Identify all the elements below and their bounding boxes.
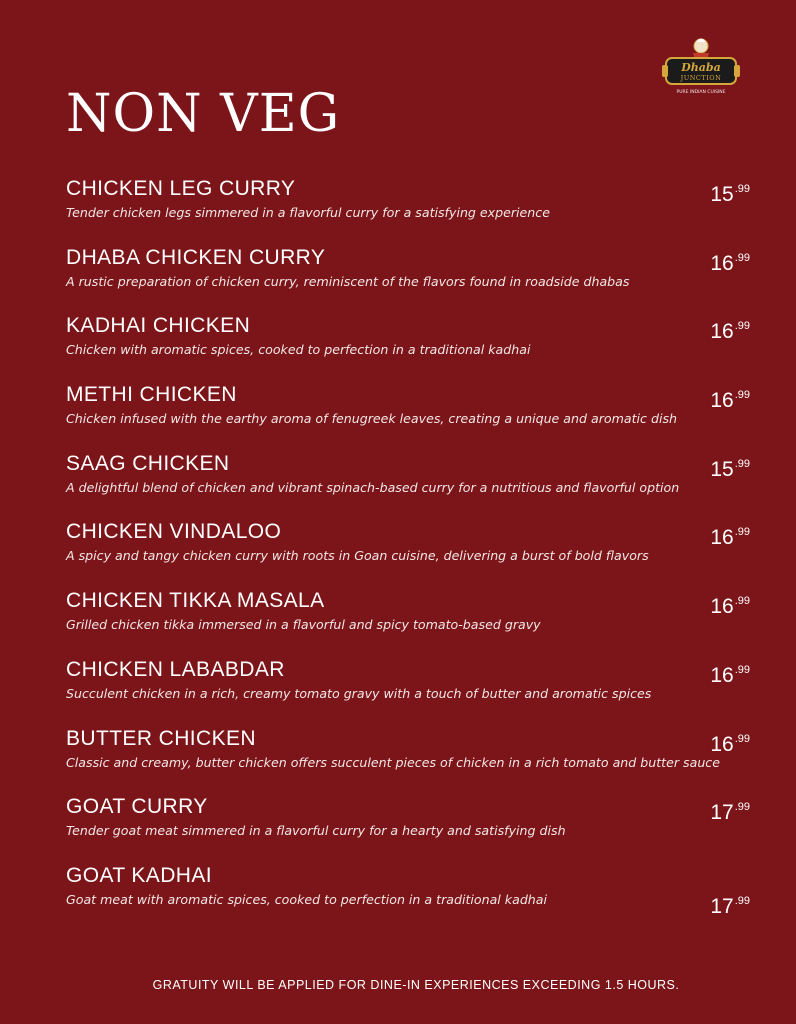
dish-description: Tender chicken legs simmered in a flavorful curry for a satisfying experience xyxy=(66,205,550,220)
dish-name: METHI CHICKEN xyxy=(66,383,237,407)
price-whole: 15 xyxy=(710,183,734,206)
price-cents: .99 xyxy=(734,183,750,195)
menu-item xyxy=(66,451,756,520)
price-whole: 17 xyxy=(710,801,734,825)
menu-item xyxy=(66,657,756,726)
dhaba-junction-logo xyxy=(660,36,742,98)
menu-item xyxy=(66,863,756,932)
price-whole: 16 xyxy=(710,663,734,687)
dish-description: A rustic preparation of chicken curry, reminiscent of the flavors found in roadside dhabas xyxy=(66,273,630,289)
dish-description: Grilled chicken tikka immersed in a flavorful and spicy tomato-based gravy xyxy=(66,617,541,633)
price-cents: .99 xyxy=(734,251,750,264)
dish-name: CHICKEN TIKKA MASALA xyxy=(66,589,325,613)
price-cents: .99 xyxy=(734,526,750,539)
dish-price xyxy=(710,795,750,825)
dish-description: Tender goat meat simmered in a flavorful curry for a hearty and satisfying dish xyxy=(66,823,566,839)
price-cents: .99 xyxy=(734,663,750,676)
menu-item xyxy=(66,382,756,451)
dish-name: BUTTER CHICKEN xyxy=(66,726,256,750)
menu-item xyxy=(66,519,756,588)
dish-description: Chicken with aromatic spices, cooked to perfection in a traditional kadhai xyxy=(66,342,531,358)
logo-text-junction: JUNCTION xyxy=(680,74,722,82)
menu-item xyxy=(66,176,756,245)
price-whole: 16 xyxy=(710,389,734,413)
dish-description: Classic and creamy, butter chicken offers succulent pieces of chicken in a rich tomato and butter sauce xyxy=(66,754,720,770)
dish-name: GOAT CURRY xyxy=(66,795,208,819)
dish-name: KADHAI CHICKEN xyxy=(66,314,251,338)
dish-name: SAAG CHICKEN xyxy=(66,451,230,475)
menu-item xyxy=(66,794,756,863)
dish-price xyxy=(710,520,750,550)
menu-item xyxy=(66,245,756,314)
dish-description: Succulent chicken in a rich, creamy tomato gravy with a touch of butter and aromatic spices xyxy=(66,685,652,701)
page-title: NON VEG xyxy=(66,84,341,144)
price-cents: .99 xyxy=(734,457,750,470)
price-whole: 16 xyxy=(710,732,734,756)
dish-price xyxy=(710,452,750,482)
dish-price xyxy=(710,589,750,619)
dish-name: CHICKEN LEG CURRY xyxy=(66,177,296,200)
price-whole: 15 xyxy=(710,457,734,481)
price-cents: .99 xyxy=(734,595,750,608)
price-whole: 16 xyxy=(710,595,734,619)
logo-text-dhaba: Dhaba xyxy=(681,61,721,74)
menu-item xyxy=(66,588,756,657)
price-cents: .99 xyxy=(734,894,750,907)
menu-item xyxy=(66,726,756,795)
dish-name: DHABA CHICKEN CURRY xyxy=(66,245,326,269)
price-cents: .99 xyxy=(734,801,750,814)
price-cents: .99 xyxy=(734,320,750,333)
price-cents: .99 xyxy=(734,389,750,402)
dish-name: CHICKEN VINDALOO xyxy=(66,520,282,544)
dish-description: A delightful blend of chicken and vibrant spinach-based curry for a nutritious and flavorful option xyxy=(66,479,680,495)
dish-name: CHICKEN LABABDAR xyxy=(66,657,285,681)
logo-tagline: PURE INDIAN CUISINE xyxy=(676,90,726,95)
dish-price xyxy=(710,658,750,688)
dish-price xyxy=(710,889,750,919)
price-whole: 17 xyxy=(710,894,734,918)
price-whole: 16 xyxy=(710,526,734,550)
gratuity-note: GRATUITY WILL BE APPLIED FOR DINE-IN EXPERIENCES EXCEEDING 1.5 HOURS. xyxy=(152,978,680,992)
dish-price xyxy=(710,177,750,207)
dish-name: GOAT KADHAI xyxy=(66,863,212,887)
dish-price xyxy=(710,383,750,413)
price-whole: 16 xyxy=(710,251,734,275)
dish-description: A spicy and tangy chicken curry with roots in Goan cuisine, delivering a burst of bold flavors xyxy=(66,548,649,564)
dish-description: Goat meat with aromatic spices, cooked to perfection in a traditional kadhai xyxy=(66,891,548,907)
price-cents: .99 xyxy=(734,732,750,745)
dish-price xyxy=(710,246,750,276)
menu-list xyxy=(66,176,756,932)
dish-description: Chicken infused with the earthy aroma of fenugreek leaves, creating a unique and aromatic dish xyxy=(66,411,677,427)
price-whole: 16 xyxy=(710,320,734,344)
dish-price xyxy=(710,314,750,344)
menu-item xyxy=(66,313,756,382)
dish-price xyxy=(710,727,750,757)
